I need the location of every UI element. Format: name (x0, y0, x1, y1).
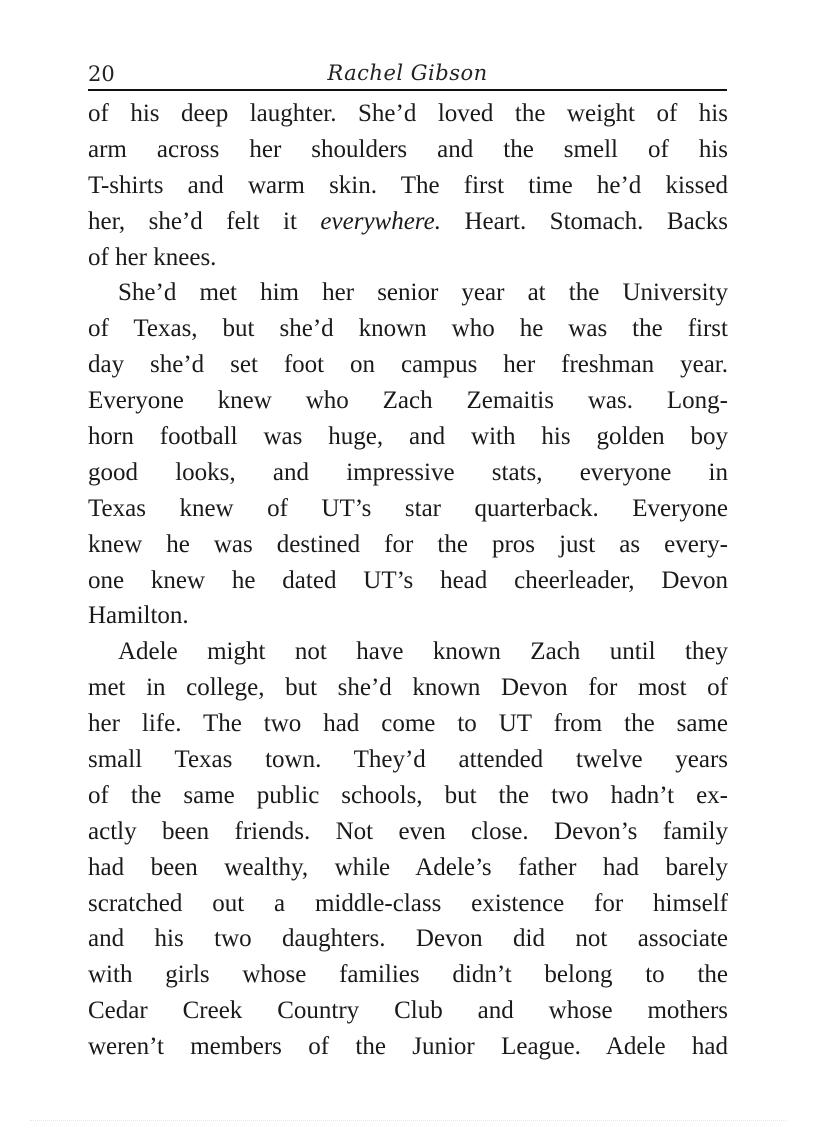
text-line: of her knees. (88, 243, 217, 271)
text-line: with girls whose families didn’t belong to the (88, 961, 728, 989)
text-line: knew he was destined for the pros just as every- (88, 530, 728, 558)
header-rule (88, 89, 727, 91)
text-line: had been wealthy, while Adele’s father had barely (88, 853, 728, 881)
text-line: weren’t members of the Junior League. Adele had (88, 1033, 728, 1061)
paragraph (88, 275, 728, 634)
page-number: 20 (88, 62, 115, 86)
text-line: her life. The two had come to UT from the same (88, 710, 728, 738)
text-line: scratched out a middle-class existence for himself (88, 889, 728, 917)
body-text (88, 96, 728, 1065)
text-line: Cedar Creek Country Club and whose mothers (88, 997, 728, 1025)
text-line: and his two daughters. Devon did not associate (88, 925, 728, 953)
text-line: Texas knew of UT’s star quarterback. Everyone (88, 494, 728, 522)
text-line: She’d met him her senior year at the University (118, 279, 728, 307)
text-line: actly been friends. Not even close. Devon’s family (88, 817, 728, 845)
text-line: good looks, and impressive stats, everyone in (88, 458, 728, 486)
text-line: arm across her shoulders and the smell of his (88, 135, 728, 163)
text-line: Everyone knew who Zach Zemaitis was. Long- (88, 387, 728, 415)
text-line: T-shirts and warm skin. The first time he’d kissed (88, 171, 728, 199)
text-line: met in college, but she’d known Devon for most of (88, 674, 728, 702)
text-line: small Texas town. They’d attended twelve years (88, 746, 728, 774)
text-line: her, she’d felt it everywhere. Heart. Stomach. Backs (88, 207, 728, 235)
text-line: Adele might not have known Zach until they (118, 638, 728, 666)
text-line: of the same public schools, but the two hadn’t ex- (88, 781, 728, 809)
text-line: of his deep laughter. She’d loved the weight of his (88, 100, 728, 127)
text-line: day she’d set foot on campus her freshman year. (88, 351, 728, 379)
running-head-author: Rachel Gibson (327, 61, 488, 85)
text-line: Hamilton. (88, 602, 189, 630)
paragraph (88, 96, 728, 275)
text-line: one knew he dated UT’s head cheerleader, Devon (88, 566, 728, 594)
emphasis: everywhere. (320, 207, 441, 235)
text-line: horn football was huge, and with his golden boy (88, 423, 728, 451)
text-line: of Texas, but she’d known who he was the first (88, 315, 728, 343)
page-bottom-edge (30, 1120, 786, 1121)
paragraph (88, 634, 728, 1065)
page-header (88, 58, 727, 88)
